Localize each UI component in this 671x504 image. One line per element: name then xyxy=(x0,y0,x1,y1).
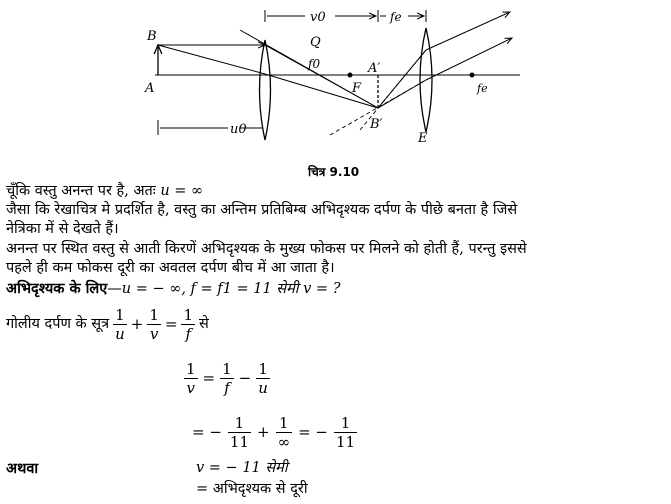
frac-1-v: $\frac{1}{v}$ xyxy=(149,305,159,343)
label-u0: u0 xyxy=(230,122,247,137)
text-line-3: नेत्रिका में से देखते हैं। xyxy=(6,221,119,237)
focus-fe xyxy=(470,73,475,78)
equation-2 xyxy=(184,358,270,398)
emerging-ray-1 xyxy=(426,12,510,50)
ray-2 xyxy=(158,45,265,74)
label-fe-right: fe xyxy=(477,82,488,95)
equation-3 xyxy=(192,412,357,452)
frac-1-v-2: $\frac{1}{v}$ xyxy=(186,359,196,397)
label-E: E xyxy=(418,131,428,146)
text-line-1 xyxy=(6,182,203,201)
frac-1-11-a: $\frac{1}{11}$ xyxy=(229,413,249,451)
figure-caption: चित्र 9.10 xyxy=(308,165,360,179)
text-line-5: पहले ही कम फोकस दूरी का अवतल दर्पण बीच में आ जाता है। xyxy=(6,260,335,276)
label-B-prime: B′ xyxy=(370,117,383,132)
label-f0: f0 xyxy=(308,57,321,71)
equals-sign: = xyxy=(164,314,178,333)
label-B: B xyxy=(147,29,157,44)
label-F: F xyxy=(352,81,362,96)
label-A-prime: A′ xyxy=(368,61,381,76)
optics-diagram xyxy=(0,0,671,160)
line-6-heading: अभिदृश्यक के लिए xyxy=(6,280,108,297)
frac-1-11-b: $\frac{1}{11}$ xyxy=(335,413,356,451)
line-1-text: चूँकि वस्तु अनन्त पर है, अतः xyxy=(6,183,156,199)
frac-1-f-2: $\frac{1}{f}$ xyxy=(222,359,232,397)
ray-2-refracted xyxy=(265,74,378,108)
minus-2: − xyxy=(238,369,252,387)
label-Q: Q xyxy=(310,35,321,50)
objective-lens xyxy=(260,40,271,140)
mirror-formula-line xyxy=(6,304,209,344)
se-word: से xyxy=(199,315,209,332)
result-line-2: = अभिदृश्यक से दूरी xyxy=(196,481,308,497)
focus-F xyxy=(348,73,353,78)
text-line-2: जैसा कि रेखाचित्र मे प्रदर्शित है, वस्तु का अन्तिम प्रतिबिम्ब अभिदृश्यक दर्पण के पीछे बनता है जिसे xyxy=(6,202,518,218)
frac-1-u: $\frac{1}{u}$ xyxy=(115,305,125,343)
frac-1-f: $\frac{1}{f}$ xyxy=(183,305,194,343)
frac-1-inf: $\frac{1}{\infty}$ xyxy=(277,413,291,451)
result-line-1: v = − 11 सेमी xyxy=(196,460,288,476)
text-line-6 xyxy=(6,279,340,299)
eq-minus-3b: = − xyxy=(298,423,328,441)
text-line-4: अनन्त पर स्थित वस्तु से आती किरणें अभिदृश्यक के मुख्य फोकस पर मिलने को होती हैं, परन्तु इससे xyxy=(6,241,527,257)
plus-3: + xyxy=(257,423,270,441)
equals-2: = xyxy=(202,369,216,387)
label-fe-top: fe xyxy=(390,10,402,24)
eq-minus-3: = − xyxy=(192,423,222,441)
line-6-math: —u = − ∞, f = f1 = 11 सेमी v = ? xyxy=(107,281,341,297)
label-A: A xyxy=(145,81,155,96)
athva-label: अथवा xyxy=(6,460,39,477)
plus-sign: + xyxy=(130,314,144,333)
frac-1-u-2: $\frac{1}{u}$ xyxy=(258,359,268,397)
formula-intro: गोलीय दर्पण के सूत्र xyxy=(6,315,110,332)
label-v0: v0 xyxy=(310,10,326,25)
line-1-math: u = ∞ xyxy=(160,183,204,199)
